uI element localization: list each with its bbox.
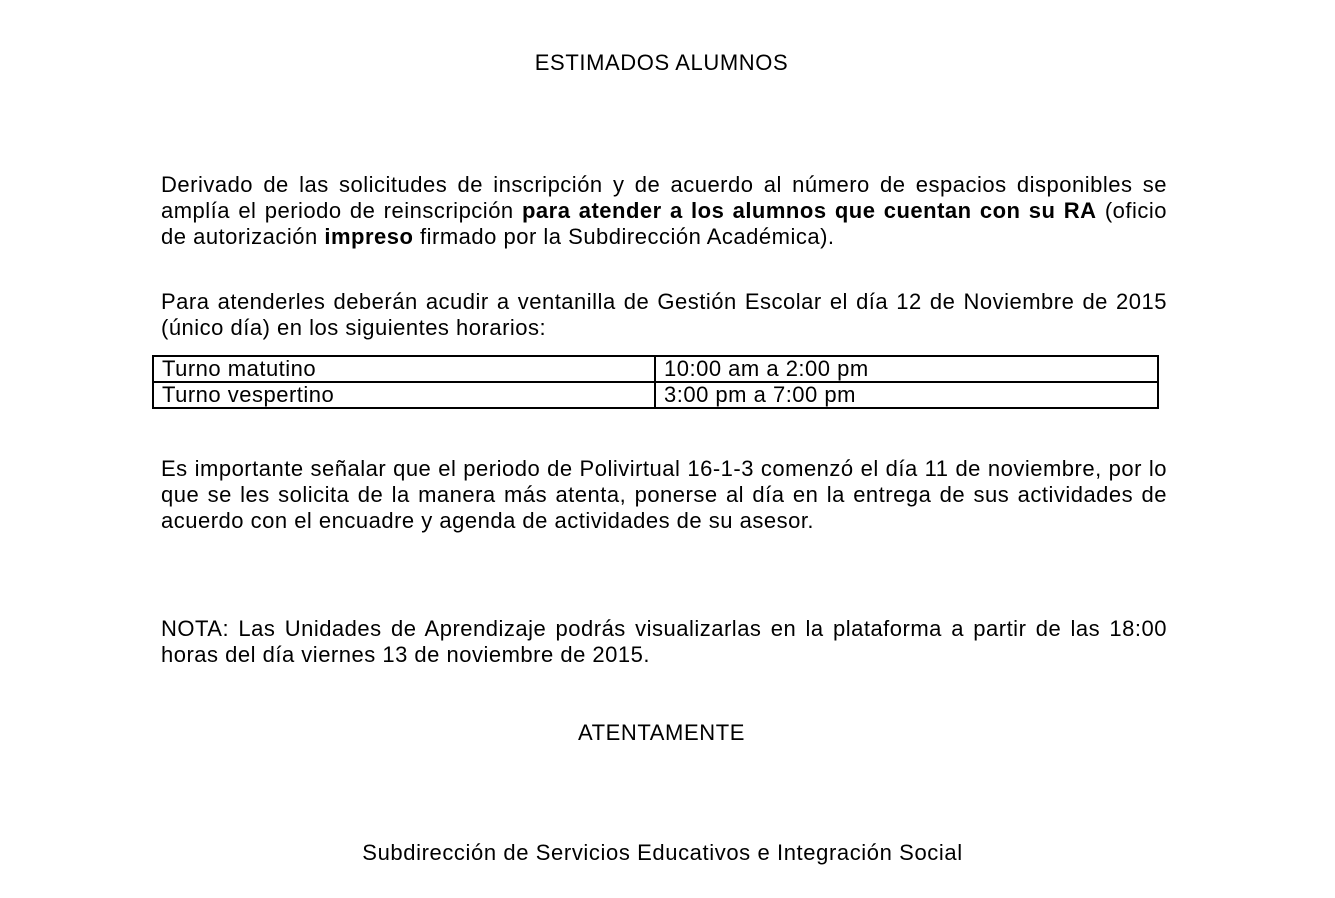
closing-text: ATENTAMENTE [577,720,746,745]
table-row [153,382,1158,408]
schedule-shift-cell: Turno matutino [153,356,655,382]
paragraph-polivirtual: Es importante señalar que el periodo de Polivirtual 16-1-3 comenzó el día 11 de noviembre, por lo que se les solicita de la manera más atenta, ponerse al día en la entrega de sus actividades de acuerdo con el encuadre y agenda de actividades de su asesor. [161,456,1167,533]
paragraph1-part2: (oficio de autorización [161,198,1168,249]
signature-text: Subdirección de Servicios Educativos e Integración Social [362,840,963,865]
paragraph1-bold1: para atender a los alumnos que cuentan con su RA [521,198,1097,223]
paragraph1-bold2: impreso [324,224,414,249]
schedule-time-cell: 3:00 pm a 7:00 pm [655,382,1158,408]
paragraph-nota: NOTA: Las Unidades de Aprendizaje podrás visualizarlas en la plataforma a partir de las 18:00 horas del día viernes 13 de noviembre de 2015. [161,616,1167,667]
schedule-shift-cell: Turno vespertino [153,382,655,408]
paragraph1-part1: Derivado de las solicitudes de inscripción y de acuerdo al número de espacios disponibles se amplía el periodo de reinscripción [161,172,1167,223]
paragraph1-part3: firmado por la Subdirección Académica). [413,224,835,249]
paragraph-reinscription [161,172,1167,250]
schedule-table [152,355,1159,409]
document-title: ESTIMADOS ALUMNOS [534,50,789,75]
paragraph-attendance: Para atenderles deberán acudir a ventanilla de Gestión Escolar el día 12 de Noviembre de 2015 (único día) en los siguientes horarios: [161,289,1167,340]
table-row [153,356,1158,382]
schedule-time-cell: 10:00 am a 2:00 pm [655,356,1158,382]
